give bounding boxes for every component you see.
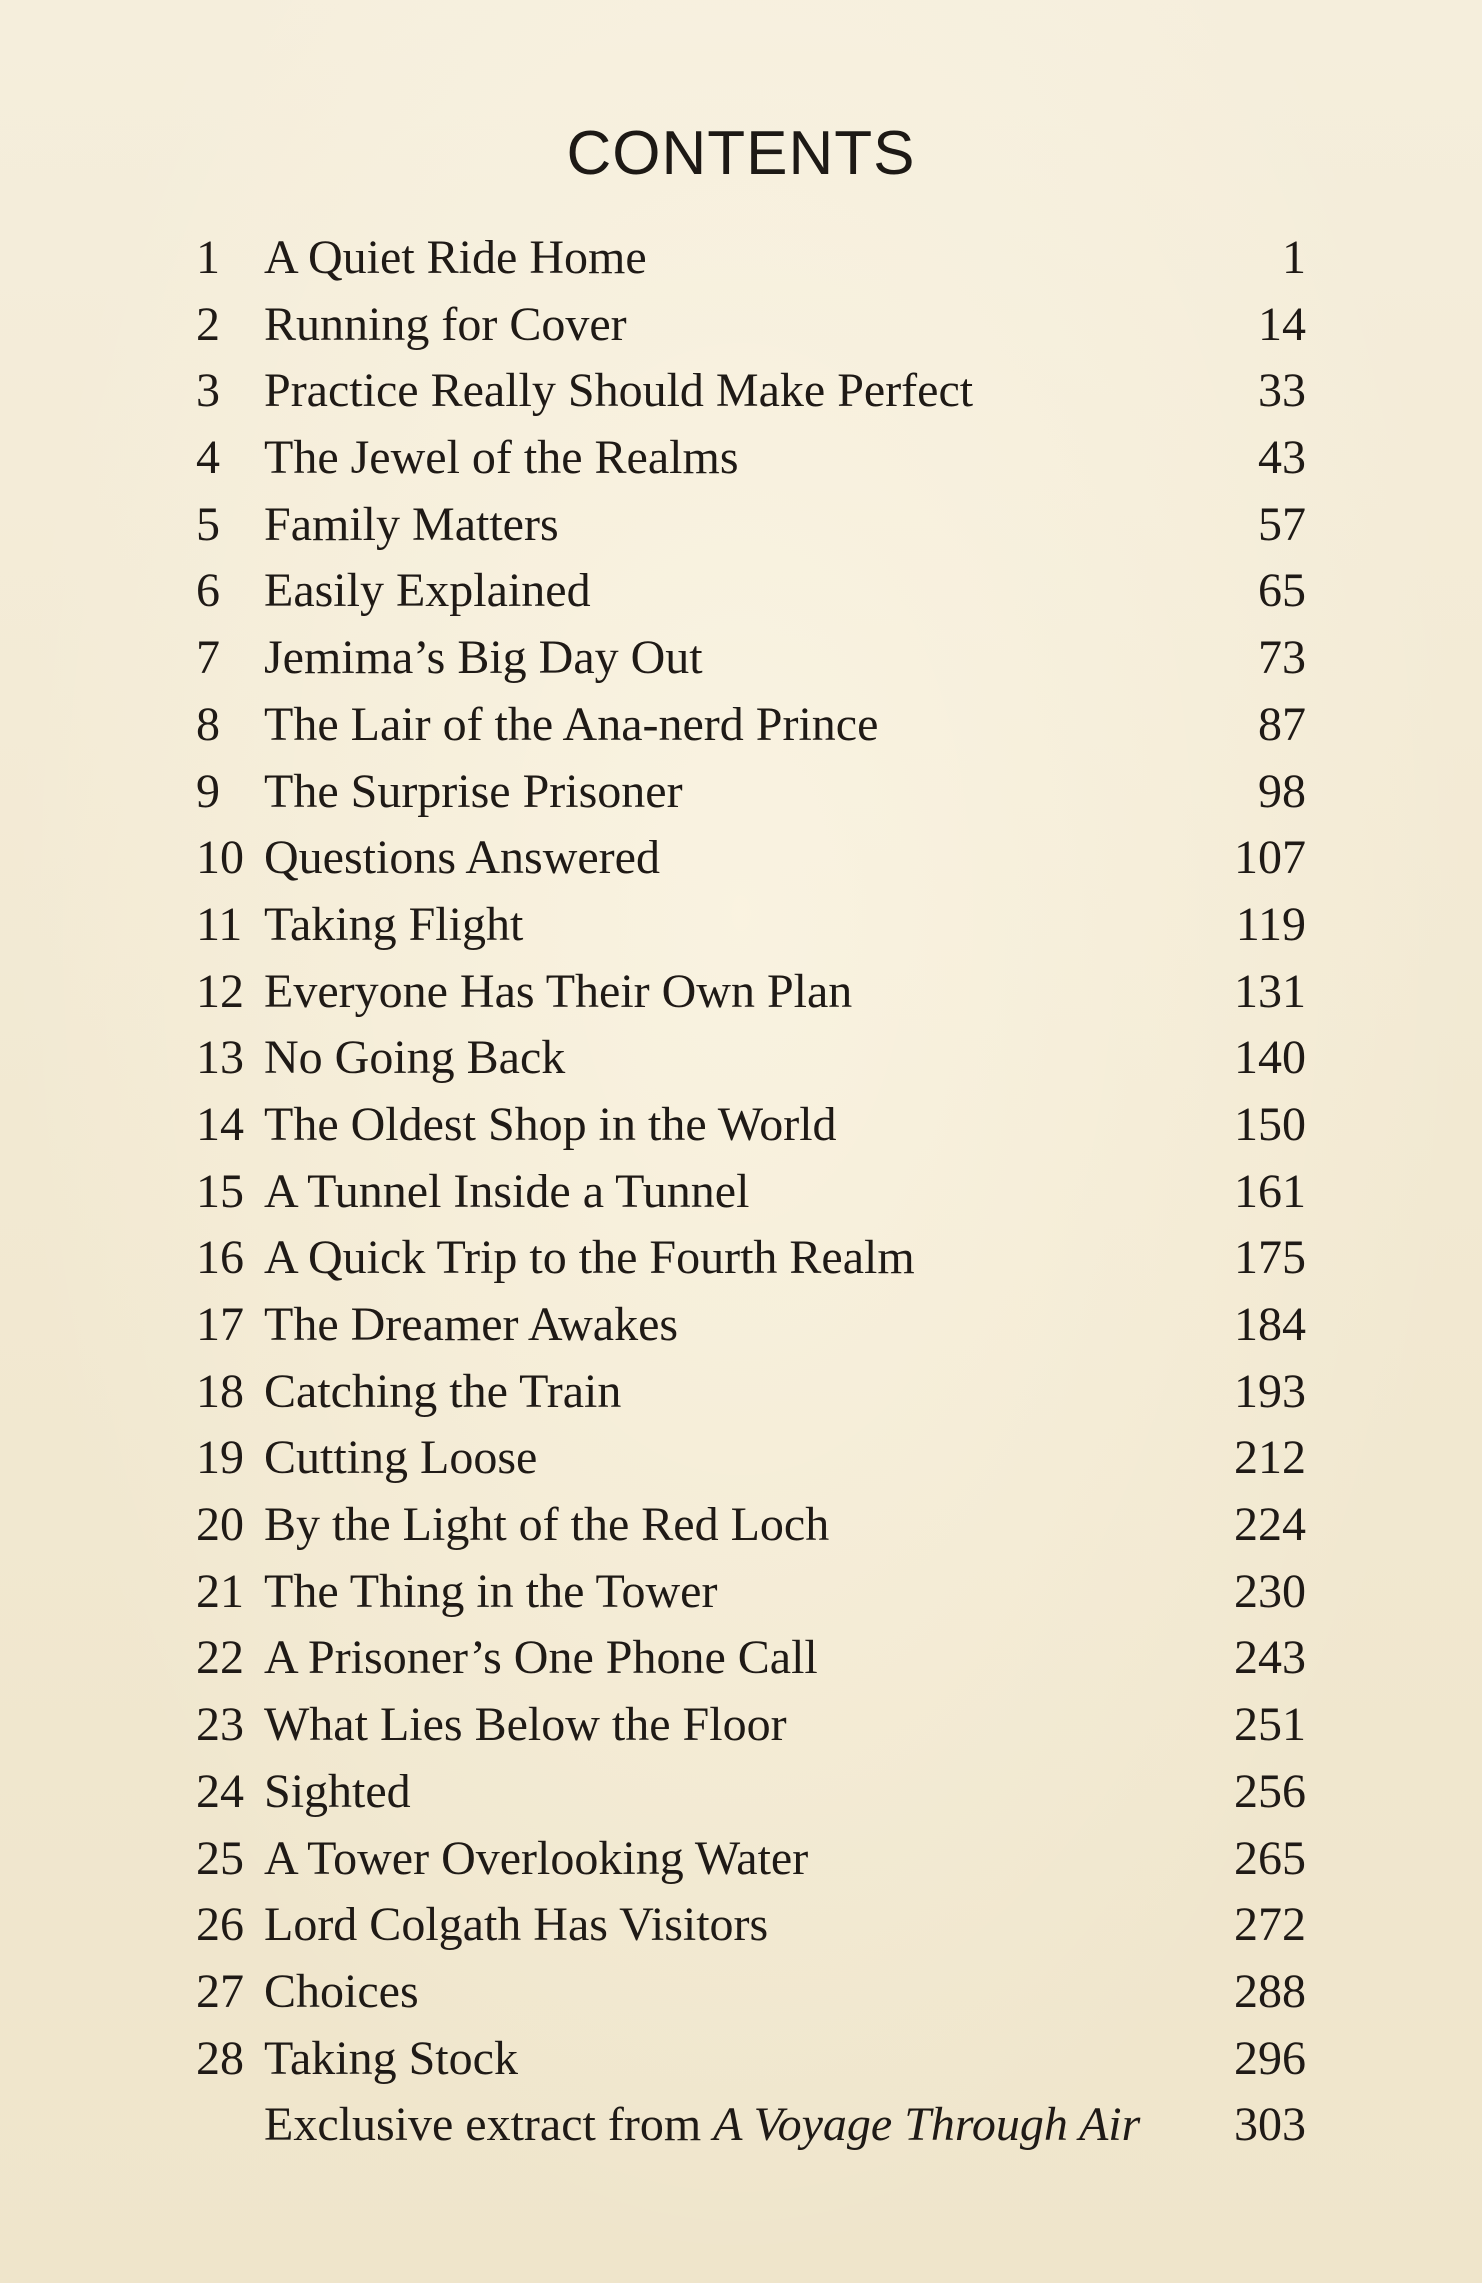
chapter-title: The Lair of the Ana-nerd Prince <box>264 697 879 751</box>
chapter-number: 18 <box>196 1364 244 1418</box>
chapter-title: A Quick Trip to the Fourth Realm <box>264 1231 915 1285</box>
toc-row <box>196 1559 1306 1626</box>
chapter-title: Choices <box>264 1964 419 2018</box>
chapter-title: Catching the Train <box>264 1364 622 1418</box>
toc-row <box>196 225 1306 292</box>
chapter-number: 23 <box>196 1698 244 1752</box>
toc-row <box>196 625 1306 692</box>
page-number: 243 <box>1234 1631 1306 1685</box>
chapter-number: 26 <box>196 1898 244 1952</box>
chapter-number: 21 <box>196 1564 244 1618</box>
extract-prefix: Exclusive extract from <box>264 2098 714 2152</box>
chapter-number: 8 <box>196 697 220 751</box>
chapter-title: Sighted <box>264 1764 411 1818</box>
page-number: 193 <box>1234 1364 1306 1418</box>
chapter-number: 3 <box>196 364 220 418</box>
table-of-contents <box>196 225 1306 2159</box>
chapter-title: Everyone Has Their Own Plan <box>264 964 853 1018</box>
chapter-title: Questions Answered <box>264 831 660 885</box>
toc-row <box>196 358 1306 425</box>
chapter-number: 15 <box>196 1164 244 1218</box>
chapter-title: What Lies Below the Floor <box>264 1698 787 1752</box>
toc-row <box>196 759 1306 826</box>
toc-row <box>196 825 1306 892</box>
toc-row <box>196 1359 1306 1426</box>
chapter-title: Cutting Loose <box>264 1431 538 1485</box>
toc-row <box>196 1292 1306 1359</box>
chapter-title: By the Light of the Red Loch <box>264 1498 830 1552</box>
page-number: 87 <box>1258 697 1306 751</box>
chapter-number: 10 <box>196 831 244 885</box>
chapter-number: 24 <box>196 1764 244 1818</box>
toc-row <box>196 2026 1306 2093</box>
chapter-number: 1 <box>196 231 220 284</box>
chapter-title: Taking Stock <box>264 2031 518 2085</box>
page-number: 14 <box>1258 297 1306 351</box>
page-number: 230 <box>1234 1564 1306 1618</box>
page-number: 256 <box>1234 1764 1306 1818</box>
chapter-title: The Oldest Shop in the World <box>264 1097 837 1151</box>
chapter-title: Running for Cover <box>264 297 627 351</box>
chapter-title: Taking Flight <box>264 897 524 951</box>
page-number: 33 <box>1258 364 1306 418</box>
chapter-number: 19 <box>196 1431 244 1485</box>
toc-row <box>196 292 1306 359</box>
page-number: 57 <box>1258 497 1306 551</box>
page-number: 98 <box>1258 764 1306 818</box>
page-number: 272 <box>1234 1898 1306 1952</box>
page-number: 131 <box>1234 964 1306 1018</box>
chapter-number: 6 <box>196 564 220 618</box>
toc-row <box>196 425 1306 492</box>
toc-row <box>196 1826 1306 1893</box>
chapter-number: 9 <box>196 764 220 818</box>
chapter-number: 12 <box>196 964 244 1018</box>
chapter-number: 25 <box>196 1831 244 1885</box>
chapter-title: The Thing in the Tower <box>264 1564 718 1618</box>
page-number: 161 <box>1234 1164 1306 1218</box>
extract-title <box>264 2092 1140 2159</box>
chapter-title: Lord Colgath Has Visitors <box>264 1898 769 1952</box>
page-number: 224 <box>1234 1498 1306 1552</box>
toc-row <box>196 1892 1306 1959</box>
toc-row <box>196 558 1306 625</box>
page-number: 150 <box>1234 1097 1306 1151</box>
chapter-number: 22 <box>196 1631 244 1685</box>
chapter-number: 14 <box>196 1097 244 1151</box>
chapter-title: A Tower Overlooking Water <box>264 1831 809 1885</box>
toc-row <box>196 692 1306 759</box>
chapter-number: 7 <box>196 631 220 685</box>
page-number: 43 <box>1258 431 1306 485</box>
toc-row <box>196 1092 1306 1159</box>
chapter-number: 11 <box>196 897 243 951</box>
extract-book-title: A Voyage Through Air <box>713 2098 1141 2152</box>
toc-row <box>196 1492 1306 1559</box>
page-number: 184 <box>1234 1298 1306 1351</box>
chapter-title: The Jewel of the Realms <box>264 431 739 485</box>
chapter-title: A Prisoner’s One Phone Call <box>264 1631 818 1685</box>
chapter-title: A Tunnel Inside a Tunnel <box>264 1164 750 1218</box>
page-number: 296 <box>1234 2031 1306 2085</box>
toc-row-extract <box>196 2092 1306 2159</box>
toc-row <box>196 892 1306 959</box>
chapter-number: 5 <box>196 497 220 551</box>
page-number: 265 <box>1234 1831 1306 1885</box>
chapter-number: 27 <box>196 1964 244 2018</box>
toc-row <box>196 1225 1306 1292</box>
toc-row <box>196 1692 1306 1759</box>
toc-row <box>196 1025 1306 1092</box>
chapter-number: 28 <box>196 2031 244 2085</box>
toc-row <box>196 1425 1306 1492</box>
chapter-number: 2 <box>196 297 220 351</box>
page-number: 288 <box>1234 1964 1306 2018</box>
chapter-title: Jemima’s Big Day Out <box>264 631 703 685</box>
page-number: 251 <box>1234 1698 1306 1752</box>
chapter-title: The Surprise Prisoner <box>264 764 683 818</box>
page-number: 119 <box>1235 897 1306 951</box>
chapter-title: Family Matters <box>264 497 559 551</box>
chapter-title: The Dreamer Awakes <box>264 1298 679 1351</box>
chapter-title: Easily Explained <box>264 564 591 618</box>
toc-row <box>196 959 1306 1026</box>
page-number: 65 <box>1258 564 1306 618</box>
chapter-title: Practice Really Should Make Perfect <box>264 364 974 418</box>
toc-row <box>196 1759 1306 1826</box>
chapter-number: 4 <box>196 431 220 485</box>
toc-row <box>196 1159 1306 1226</box>
toc-row <box>196 1625 1306 1692</box>
chapter-number: 17 <box>196 1298 244 1351</box>
page-number: 175 <box>1234 1231 1306 1285</box>
page-number: 140 <box>1234 1031 1306 1085</box>
chapter-title: No Going Back <box>264 1031 566 1085</box>
page-number: 107 <box>1234 831 1306 885</box>
chapter-title: A Quiet Ride Home <box>264 231 647 284</box>
page-number: 212 <box>1234 1431 1306 1485</box>
page-title: CONTENTS <box>566 119 916 188</box>
toc-row <box>196 492 1306 559</box>
page-number: 73 <box>1258 631 1306 685</box>
chapter-number: 16 <box>196 1231 244 1285</box>
chapter-number: 20 <box>196 1498 244 1552</box>
toc-row <box>196 1959 1306 2026</box>
page-number: 303 <box>1234 2098 1306 2152</box>
page-number: 1 <box>1282 231 1306 284</box>
chapter-number: 13 <box>196 1031 244 1085</box>
